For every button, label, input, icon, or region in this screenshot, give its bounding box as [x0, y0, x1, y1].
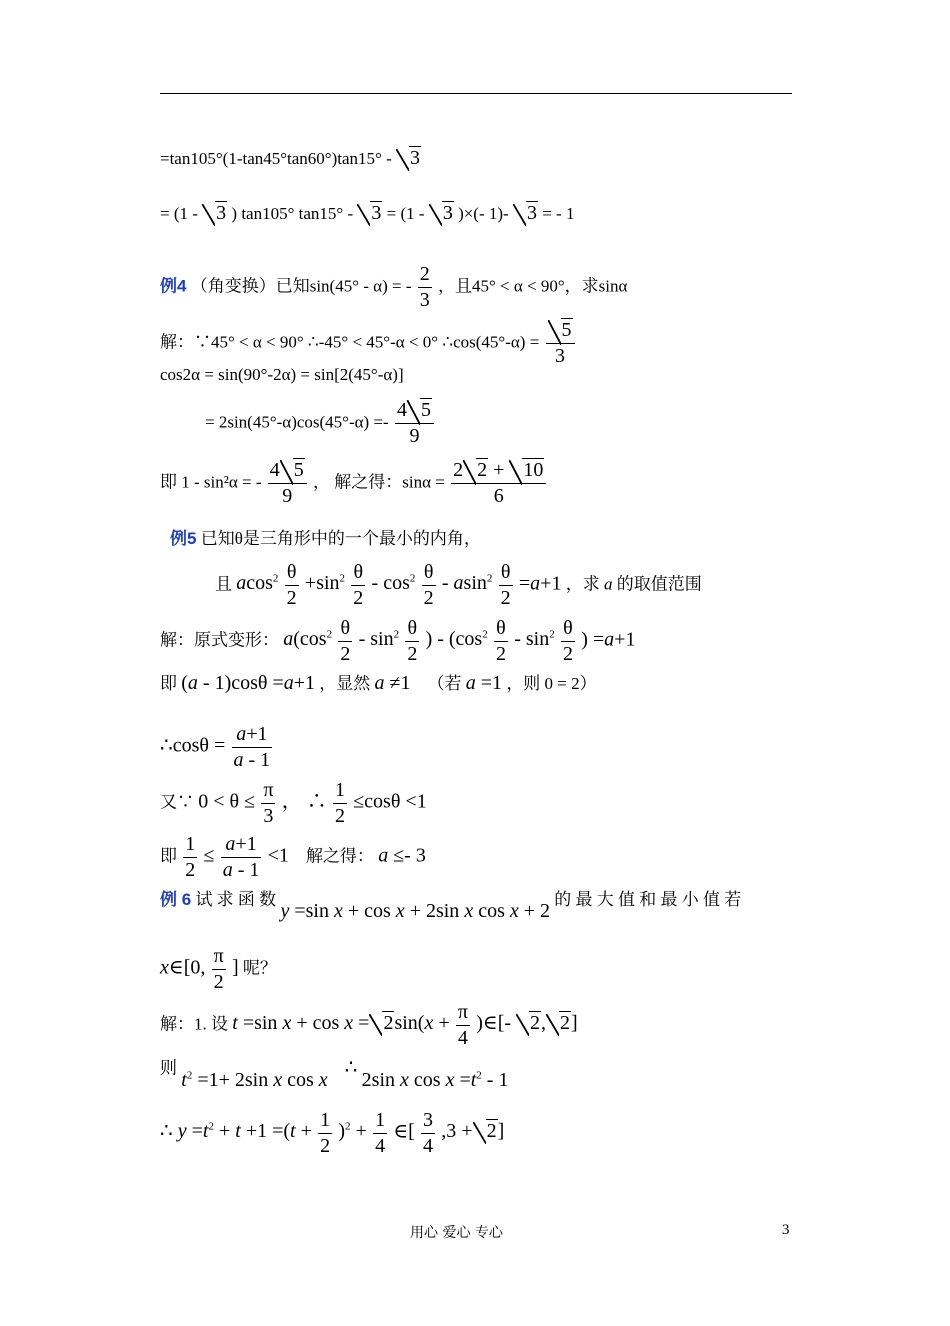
solution-5-costheta: 即 (a - 1)cosθ =a+1 ，显然 a ≠1 （若 a =1 ，则 0 = 2） [160, 672, 597, 694]
text: ， 解之得：sinα = [313, 472, 445, 492]
fraction: $\frac{4 5}{9}$ [268, 458, 307, 509]
example-6-heading: 例 6 试 求 函 数 y =sin x + cos x + 2sin x cos x + 2 的 最 大 值 和 最 小 值 若 [160, 890, 742, 922]
text: 又∵ [160, 792, 194, 812]
cos2a-value-line [205, 398, 436, 449]
cos2a-line [160, 364, 404, 386]
sqrt-3: 3 [396, 147, 421, 169]
text: 呢？ [242, 958, 277, 978]
text: = (1 - [160, 204, 198, 223]
theta-range-line: 又∵ 0 < θ ≤ $\frac{\pi}{3}$ ， ∴ $\frac{1}{2}$ ≤cosθ <1 [160, 779, 427, 827]
example-label: 例 6 [160, 890, 192, 909]
text: 解之得： [305, 846, 374, 866]
text: = - 1 [542, 204, 575, 223]
text: ，求 [565, 574, 600, 594]
text: 已知θ是三角形中的一个最小的内角， [200, 529, 481, 548]
line-tan-product [160, 147, 421, 170]
text: 即 [160, 674, 177, 693]
example-5-heading [170, 528, 481, 550]
solution-6-substitution: 解：1. 设 t =sin x + cos x = 2sin(x + $\frac{\pi}{4}$ )∈[- 2, 2] [160, 1001, 578, 1049]
text: ，且45° < α < 90°，求sinα [438, 276, 628, 296]
text: 试 求 函 数 [195, 890, 277, 909]
text: 即 1 - sin²α = [160, 472, 252, 492]
text: 解：原式变形： [160, 630, 279, 650]
example-6-domain: x∈[0, $\frac{\pi}{2}$ ] 呢？ [160, 945, 277, 993]
line-simplify [160, 202, 574, 225]
text: 且 [215, 574, 232, 594]
text: 则 [160, 1058, 177, 1078]
solution-6-range: ∴ $y =t^2 + t +1 =(t$ + $\frac{1}{2}$ )$^2$ + $\frac{1}{4}$ ∈[ $\frac{3}{4}$ ,3 + 2] [160, 1109, 505, 1157]
header-rule [160, 93, 792, 94]
sina-result-line: 即 1 - sin²α = - $\frac{4 5}{9}$ ， 解之得：sinα = $\frac{2 2 + 10}{6}$ [160, 458, 548, 509]
fraction: $\frac{2}{3}$ [419, 263, 430, 311]
solution-6-t-squared: 则 $t^2 =1+ 2\sin$ x cos x ∴ 2sin x $\cos x =t^2 - 1$ [160, 1056, 509, 1091]
example-label: 例4 [160, 276, 187, 296]
text: 解：1. 设 [160, 1014, 228, 1034]
text: （角变换）已知sin(45° - α) = - [190, 276, 412, 296]
text: ，则 0 = 2） [506, 674, 597, 693]
text: 解：∵45° < α < 90° ∴-45° < 45°-α < 0° ∴cos(45°-α) = [160, 332, 540, 352]
text: 即 [160, 846, 177, 866]
example-4-heading [160, 262, 627, 313]
example-5-condition: 且 acos$^2$ $\frac{\theta}{2}$ $+\sin^2$ $\frac{\theta}{2}$ - $\cos^2$ $\frac{\theta}{2}$ - asin$^2$ $\frac{\theta}{2}$ =a+1 ，求 a 的取值范围 [215, 561, 702, 609]
therefore-costheta: ∴cosθ = $\frac{a+1}{a - 1}$ [160, 723, 271, 771]
page-number: 3 [782, 1222, 790, 1238]
text: = (1 - [386, 204, 425, 223]
text: （若 [427, 674, 462, 693]
text: ) tan105° tan15° - [231, 204, 354, 223]
footer-slogan: 用心 爱心 专心 [410, 1225, 503, 1241]
fraction: $\frac{2 2 + 10}{6}$ [451, 458, 546, 509]
text: 的取值范围 [616, 574, 702, 594]
a-inequality-line: 即 $\frac{1}{2}$ ≤ $\frac{a+1}{a - 1}$ <1 解之得： a ≤- 3 [160, 833, 426, 881]
sqrt-3: 3 [357, 202, 382, 224]
text: 的 最 大 值 和 最 小 值 若 [554, 890, 742, 909]
sqrt-3: 3 [202, 202, 227, 224]
text: = 2sin(45°-α)cos(45°-α) =- [205, 412, 389, 432]
example-label: 例5 [170, 529, 197, 548]
fraction: $\frac{5}{3}$ [546, 318, 575, 369]
sqrt-3: 3 [429, 202, 454, 224]
text: ，显然 [319, 674, 371, 693]
text: )×(- 1)- [458, 204, 509, 223]
fraction: $\frac{4 5}{9}$ [395, 398, 434, 449]
sqrt-3: 3 [513, 202, 538, 224]
text: =tan105°(1-tan45°tan60°)tan15° - [160, 149, 392, 168]
solution-4-line [160, 318, 577, 369]
text: cos2α = sin(90°-2α) = sin[2(45°-α)] [160, 365, 404, 384]
solution-5-transform: 解：原式变形： $a(\cos^2$ $\frac{\theta}{2}$ - $\sin^2$ $\frac{\theta}{2}$ ) - ($\cos^2$ $\frac{\theta}{2}$ - $\sin^2$ $\frac{\theta}{2}$ ) =a+1 [160, 617, 636, 665]
